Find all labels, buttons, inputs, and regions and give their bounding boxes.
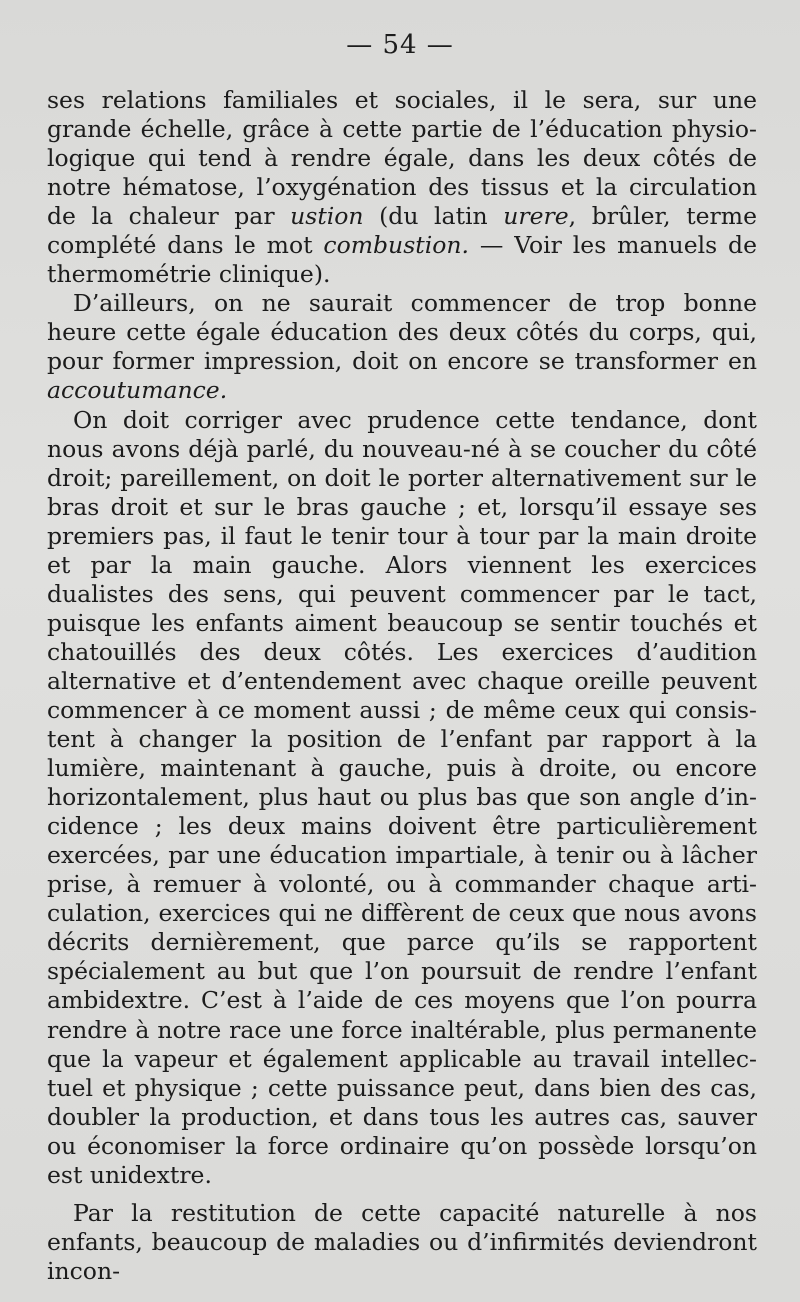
italic-term: combustion. <box>323 231 469 260</box>
text-segment: (du latin <box>363 202 504 231</box>
text-segment: D’ailleurs, on ne saurait commencer de trop bonne heure cette égale éducation des deux côtés du corps, qui, pour former impression, doit on encore se transformer en <box>47 289 757 376</box>
body-text <box>47 86 757 1286</box>
paragraph <box>47 1199 757 1286</box>
text-segment: Par la restitution de cette capacité naturelle à nos enfants, beaucoup de maladies ou d’infirmités deviendront incon- <box>47 1198 757 1285</box>
italic-term: ustion <box>290 202 364 231</box>
text-segment: , brûler, terme complété dans le mot <box>47 202 757 260</box>
text-segment: On doit corriger avec prudence cette tendance, dont nous avons déjà parlé, du nouveau-né à se coucher du côté droit; pareillement, on doit le porter alternativement sur le bras droit et sur le bras gauche ; et, lorsqu’il essaye ses premiers pas, il faut le tenir tour à tour par la main droite et par la main gauche. Alors viennent les exercices dualistes des sens, qui peuvent commencer par le tact, puisque les enfants aiment beaucoup se sentir touchés et chatouillés des deux côtés. Les exercices d’audition alternative et d’entendement avec chaque oreille peuvent commencer à ce moment aussi ; de même ceux qui consistent à changer la position de l’enfant par rapport à la lumière, maintenant à gauche, puis à droite, ou encore horizontalement, plus haut ou plus bas que son angle d’incidence ; les deux mains doivent être particulièrement exercées, par une éducation impartiale, à tenir ou à lâcher prise, à remuer à volonté, ou à commander chaque articulation, exercices qui ne diffèrent de ceux que nous avons décrits dernièrement, que parce qu’ils se rapportent spécialement au but que l’on poursuit de rendre l’enfant ambidextre. C’est à l’aide de ces moyens que l’on pourra rendre à notre race une force inaltérable, plus permanente que la vapeur et également applicable au travail intellectuel et physique ; cette puissance peut, dans bien des cas, doubler la production, et dans tous les autres cas, sauver ou économiser la force ordinaire qu’on possède lorsqu’on est unidextre. <box>47 405 757 1189</box>
text-segment: — Voir les manuels de thermométrie clinique). <box>47 231 757 289</box>
italic-term: accoutumance. <box>47 376 228 405</box>
paragraph <box>47 406 757 1190</box>
italic-term: urere <box>503 202 569 231</box>
page-number: — 54 — <box>346 30 454 60</box>
paragraph <box>47 289 757 405</box>
paragraph-continuation <box>47 86 757 289</box>
text-segment: ses relations familiales et sociales, il le sera, sur une grande échelle, grâce à cette partie de l’éducation physiologique qui tend à rendre égale, dans les deux côtés de notre hématose, l’oxygénation des tissus et la circulation de la chaleur par <box>47 86 757 231</box>
